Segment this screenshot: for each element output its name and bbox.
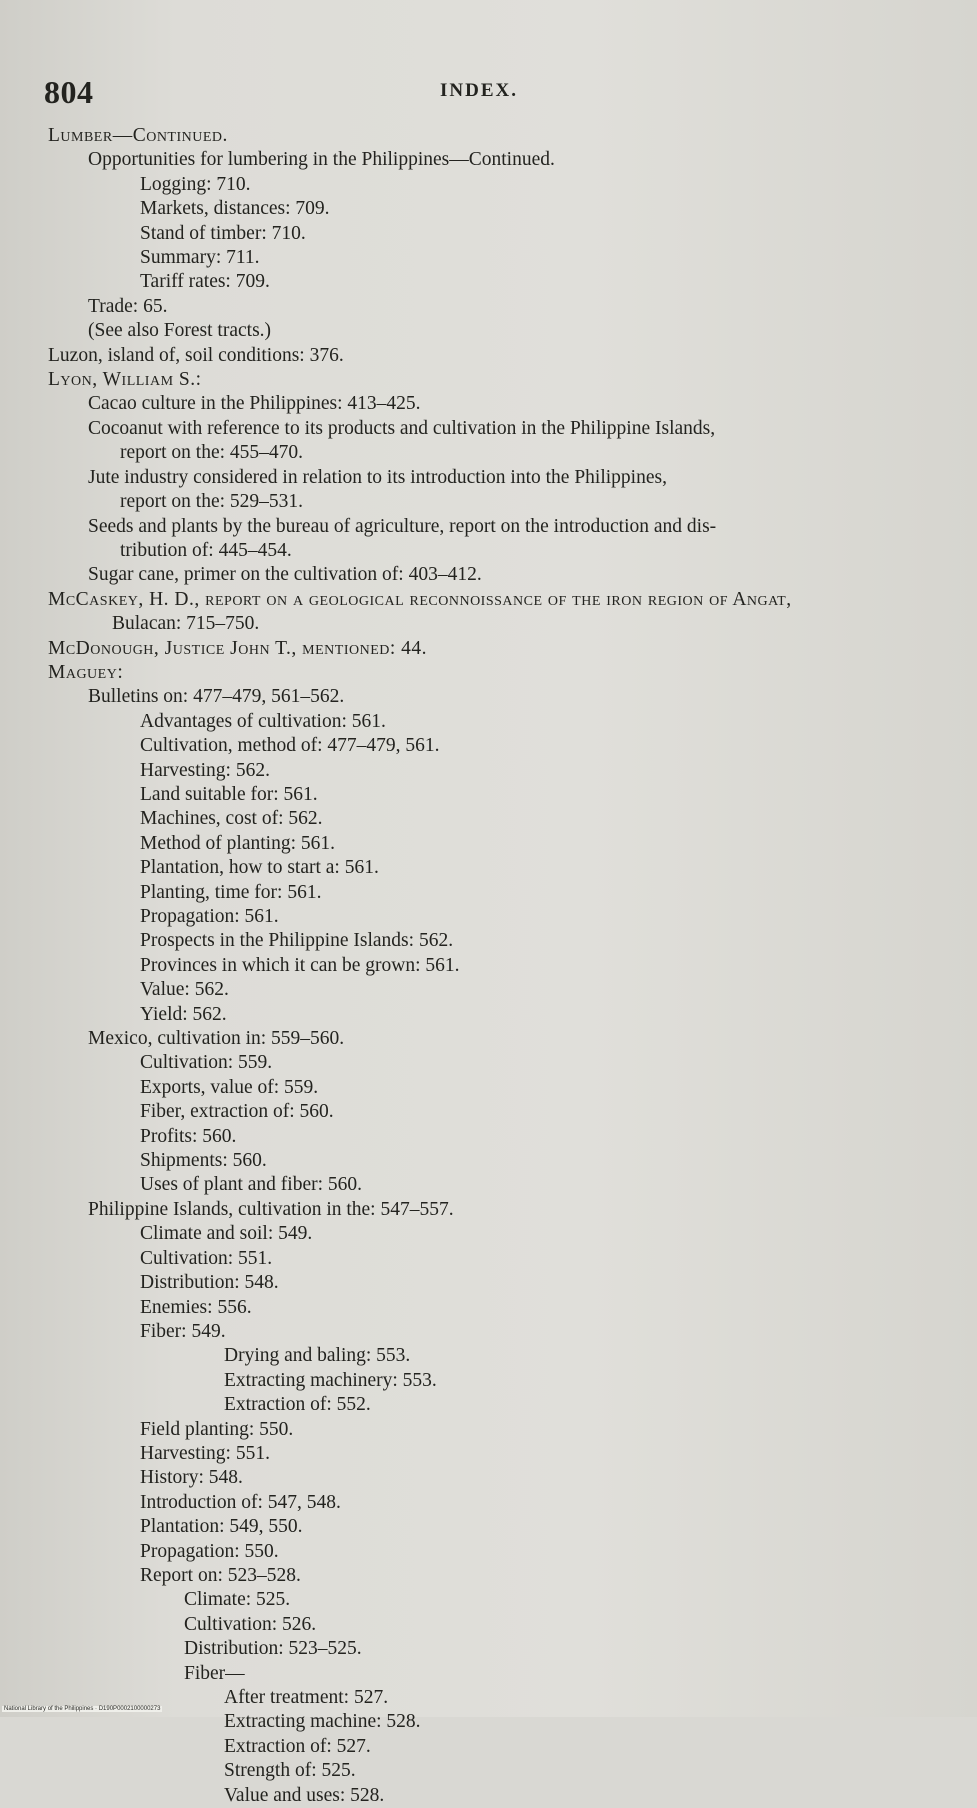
index-entry: Strength of: 525. [224,1760,356,1782]
index-entry: Jute industry considered in relation to its introduction into the Philippines, [88,466,667,488]
index-entry: Markets, distances: 709. [140,198,330,220]
page-number: 804 [44,74,94,110]
index-entry: Fiber: 549. [140,1320,226,1342]
index-entry: Seeds and plants by the bureau of agriculture, report on the introduction and dis- [88,515,717,537]
index-entry: Lyon, William S.: [48,369,202,391]
index-entry: Lumber—Continued. [48,125,228,146]
index-entry-continuation: tribution of: 445–454. [120,539,292,561]
index-entry: Introduction of: 547, 548. [140,1491,341,1513]
index-entry: McDonough, Justice John T., mentioned: 44. [48,637,428,659]
index-entry: Extraction of: 552. [224,1394,371,1416]
index-entry: Method of planting: 561. [140,832,335,854]
index-entry: Fiber— [184,1662,245,1684]
index-entry: Fiber, extraction of: 560. [140,1101,334,1123]
index-entry: Cocoanut with reference to its products and cultivation in the Philippine Islands, [88,417,716,439]
index-entry: After treatment: 527. [224,1687,389,1708]
index-entry: Advantages of cultivation: 561. [140,710,386,732]
index-entry: Distribution: 523–525. [184,1638,362,1660]
index-entry: Maguey: [48,661,124,683]
index-entry: Extracting machine: 528. [224,1711,421,1733]
index-entry: Climate: 525. [184,1589,291,1611]
index-entry: Drying and baling: 553. [224,1345,411,1367]
index-entry: Cultivation: 559. [140,1052,273,1074]
index-entry: Stand of timber: 710. [140,222,306,244]
index-entry: Logging: 710. [140,173,251,195]
index-entry: Provinces in which it can be grown: 561. [140,954,460,976]
index-entry: Report on: 523–528. [140,1564,301,1586]
index-entry: Profits: 560. [140,1125,237,1147]
index-entry: Tariff rates: 709. [140,271,270,293]
index-entry: Harvesting: 562. [140,759,270,781]
index-entry: Mexico, cultivation in: 559–560. [88,1028,345,1050]
index-entry: Cultivation: 551. [140,1247,273,1269]
index-entry: Uses of plant and fiber: 560. [140,1174,363,1196]
index-entry: Field planting: 550. [140,1418,294,1440]
index-entry: Machines, cost of: 562. [140,808,323,830]
index-entry: Yield: 562. [140,1003,227,1025]
index-entry: Value: 562. [140,979,229,1001]
index-entry: Plantation: 549, 550. [140,1516,303,1538]
index-entry: History: 548. [140,1467,243,1489]
index-entry: Propagation: 561. [140,906,279,927]
index-entry: Bulletins on: 477–479, 561–562. [88,686,345,708]
index-entry: Exports, value of: 559. [140,1076,319,1098]
index-entry: Cultivation, method of: 477–479, 561. [140,735,440,757]
index-entry: McCaskey, H. D., report on a geological reconnoissance of the iron region of Angat, [48,588,792,610]
index-entry: Land suitable for: 561. [140,783,318,805]
running-head: INDEX. [440,80,518,101]
index-entry: (See also Forest tracts.) [88,320,272,342]
index-list [48,124,948,1808]
index-entry-continuation: Bulacan: 715–750. [112,613,260,635]
index-entry: Harvesting: 551. [140,1442,270,1464]
index-entry: Plantation, how to start a: 561. [140,857,379,879]
index-entry: Summary: 711. [140,247,260,269]
index-entry: Propagation: 550. [140,1540,279,1562]
index-entry: Enemies: 556. [140,1296,252,1318]
index-entry: Extracting machinery: 553. [224,1369,437,1391]
index-entry: Planting, time for: 561. [140,881,322,903]
index-entry: Sugar cane, primer on the cultivation of: 403–412. [88,564,482,586]
index-entry-continuation: report on the: 455–470. [120,442,304,464]
index-entry-continuation: report on the: 529–531. [120,491,304,513]
index-entry: Climate and soil: 549. [140,1223,313,1245]
index-entry: Distribution: 548. [140,1272,279,1294]
index-entry: Prospects in the Philippine Islands: 562. [140,930,454,952]
index-entry: Opportunities for lumbering in the Philippines—Continued. [88,149,555,171]
index-entry: Philippine Islands, cultivation in the: 547–557. [88,1198,454,1220]
index-entry: Shipments: 560. [140,1150,267,1172]
index-entry: Cultivation: 526. [184,1613,317,1635]
index-entry: Value and uses: 528. [224,1784,385,1806]
index-entry: Luzon, island of, soil conditions: 376. [48,344,344,366]
scan-credit-label: National Library of the Philippines · D190P0002100000273 [4,1706,161,1712]
index-entry: Extraction of: 527. [224,1735,371,1757]
index-entry: Cacao culture in the Philippines: 413–425. [88,393,421,415]
index-entry: Trade: 65. [88,295,168,317]
